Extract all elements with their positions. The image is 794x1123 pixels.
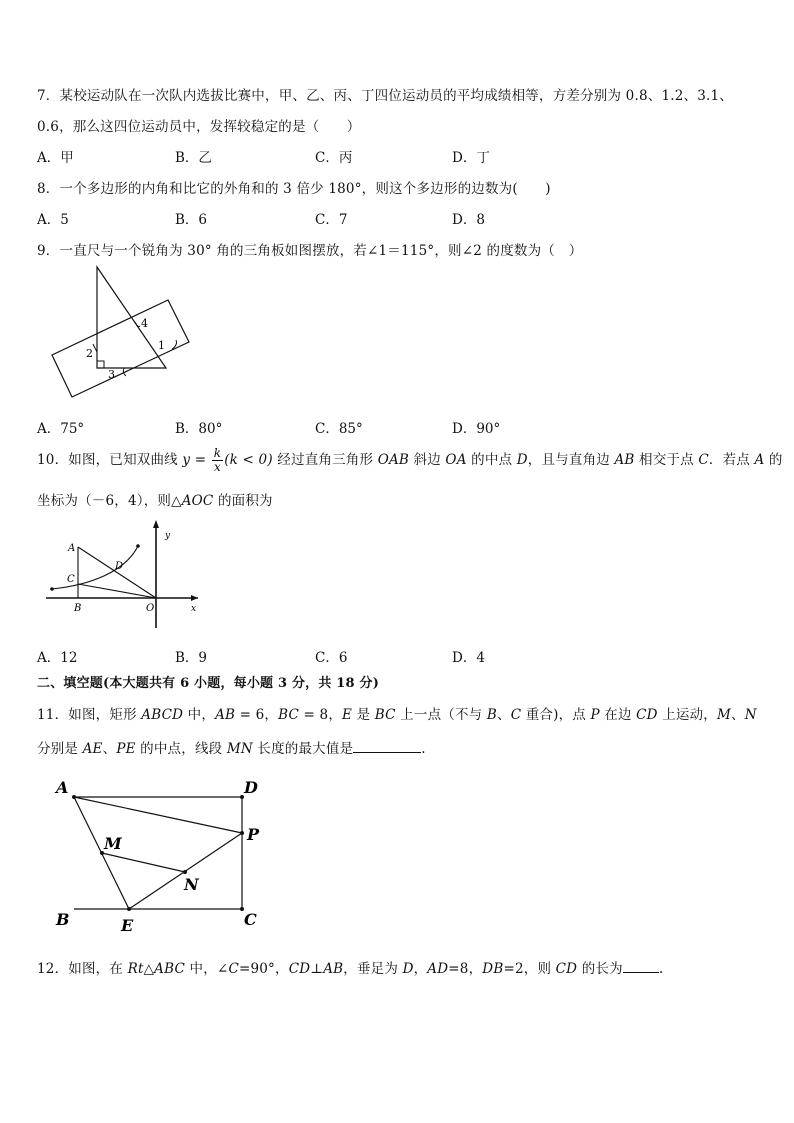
q11-text: 上一点（不与 <box>395 707 487 723</box>
q12-text: 的长为 <box>577 961 623 977</box>
q10-var: OAB <box>377 452 410 468</box>
q12-text: . <box>658 961 664 977</box>
q7-option-a: A．甲 <box>37 150 74 166</box>
q11-text: 11．如图，矩形 <box>37 707 142 723</box>
q10-text: 10．如图，已知双曲线 <box>37 452 183 468</box>
q12-text: ⊥ <box>310 961 324 977</box>
q10-text: 的中点 <box>466 452 517 468</box>
q10-var: AB <box>614 452 635 468</box>
q10-label-o: O <box>146 603 155 614</box>
q8-stem: 8．一个多边形的内角和比它的外角和的 3 倍少 180°，则这个多边形的边数为( ) <box>37 181 551 197</box>
q11-label-b: B <box>56 910 70 929</box>
q9-option-d: D．90° <box>452 421 501 437</box>
q8-option-c: C．7 <box>315 212 348 228</box>
q11-var: ABCD <box>141 707 184 723</box>
q12-var: D <box>402 961 414 977</box>
q7-option-c: C．丙 <box>315 150 353 166</box>
q11-text: 、 <box>731 707 745 723</box>
q12-text: =2，则 <box>503 961 556 977</box>
q12-text: 12．如图，在 <box>37 961 128 977</box>
q11-label-d: D <box>244 778 258 797</box>
q11-text: 的中点，线段 <box>135 741 227 757</box>
q11-label-p: P <box>247 825 260 844</box>
q11-var: AB <box>215 707 236 723</box>
q11-label-a: A <box>56 778 69 797</box>
q12-var: C <box>228 961 239 977</box>
q9-label-4: 4 <box>141 317 148 330</box>
q12-var: AD <box>427 961 449 977</box>
q11-var: AE <box>82 741 103 757</box>
q10-option-a: A．12 <box>37 650 78 666</box>
q11-text: 上运动， <box>657 707 718 723</box>
q12-var: ABC <box>154 961 186 977</box>
q8-option-d: D．8 <box>452 212 485 228</box>
q11-text: 分别是 <box>37 741 83 757</box>
q10-text: ．若点 <box>708 452 755 468</box>
q9-option-b: B．80° <box>175 421 223 437</box>
q9-label-2: 2 <box>86 347 93 360</box>
q11-text: = 8， <box>299 707 343 723</box>
q11-point-e <box>127 907 131 911</box>
q10-frac-num: k <box>213 446 222 460</box>
q10-text: 坐标为（－6，4），则△ <box>37 493 182 509</box>
q7-stem-line2: 0.6，那么这四位运动员中，发挥较稳定的是（ ） <box>37 119 361 135</box>
q11-segment-mn <box>102 853 185 872</box>
q11-segment-ap <box>74 797 242 833</box>
q12-answer-blank[interactable] <box>623 960 659 973</box>
q11-label-m: M <box>104 834 122 853</box>
q10-option-d: D．4 <box>452 650 485 666</box>
q12-text: △ <box>143 961 155 977</box>
q11-text: 长度的最大值是 <box>252 741 354 757</box>
q11-text: 是 <box>352 707 375 723</box>
q12-var: Rt <box>127 961 144 977</box>
section-2-heading: 二、填空题(本大题共有 6 小题，每小题 3 分，共 18 分) <box>37 676 380 691</box>
q8-option-b: B．6 <box>175 212 208 228</box>
q7-stem-line1: 7．某校运动队在一次队内选拔比赛中，甲、乙、丙、丁四位运动员的平均成绩相等，方差分别为 0.8、1.2、3.1、 <box>37 88 733 104</box>
q10-var: OA <box>445 452 467 468</box>
q10-text: 相交于点 <box>634 452 699 468</box>
q10-eq-sign: = <box>190 452 211 468</box>
q10-text: ，且与直角边 <box>527 452 615 468</box>
q10-text: 经过直角三角形 <box>272 452 378 468</box>
q10-label-c: C <box>67 574 75 585</box>
q11-text: 中， <box>183 707 216 723</box>
q12-var: CD <box>288 961 311 977</box>
q11-var: C <box>510 707 522 723</box>
q11-var: N <box>744 707 757 723</box>
q10-label-y: y <box>165 531 171 541</box>
q11-var: E <box>342 707 353 723</box>
q11-text: 重合)，点 <box>521 707 591 723</box>
q10-label-d: D <box>115 561 124 572</box>
q10-text: 斜边 <box>409 452 446 468</box>
q7-option-b: B．乙 <box>175 150 212 166</box>
q8-option-a: A．5 <box>37 212 69 228</box>
q9-stem: 9．一直尺与一个锐角为 30° 角的三角板如图摆放，若∠1＝115°，则∠2 的度数为（ ） <box>37 243 583 259</box>
q11-label-e: E <box>121 916 134 935</box>
q10-label-a: A <box>68 543 76 554</box>
q11-point-a <box>72 795 76 799</box>
q9-option-a: A．75° <box>37 421 85 437</box>
q11-point-p <box>240 831 244 835</box>
q11-var: BC <box>278 707 300 723</box>
q10-label-x: x <box>191 604 197 614</box>
q11-text: 在边 <box>599 707 637 723</box>
q12-text: ，垂足为 <box>343 961 403 977</box>
q11-var: PE <box>116 741 136 757</box>
q10-frac-den: x <box>213 460 221 474</box>
q10-eq-cond: (k < 0) <box>224 452 273 468</box>
q11-label-c: C <box>244 910 257 929</box>
q11-var: M <box>717 707 732 723</box>
q12-text: 中，∠ <box>185 961 229 977</box>
q12-stem <box>37 957 663 977</box>
q10-text: 的面积为 <box>213 493 273 509</box>
q11-var: CD <box>636 707 658 723</box>
q11-label-n: N <box>184 875 199 894</box>
q12-text: =8， <box>448 961 483 977</box>
q10-label-b: B <box>74 603 82 614</box>
q12-var: CD <box>555 961 578 977</box>
q9-label-3: 3 <box>108 368 115 381</box>
q12-text: =90°， <box>238 961 289 977</box>
q12-text: ， <box>413 961 428 977</box>
q9-label-1: 1 <box>158 339 165 352</box>
q11-var: BC <box>374 707 396 723</box>
q10-var: AOC <box>181 493 214 509</box>
q11-text: . <box>421 741 426 757</box>
q10-var: C <box>698 452 709 468</box>
q12-var: DB <box>482 961 504 977</box>
q10-eq-y: y <box>182 452 191 468</box>
q11-var: B <box>486 707 497 723</box>
q12-var: AB <box>323 961 344 977</box>
q10-option-c: C．6 <box>315 650 348 666</box>
q11-point-n <box>183 870 187 874</box>
q10-option-b: B．9 <box>175 650 208 666</box>
q11-var: MN <box>226 741 253 757</box>
q10-var: A <box>754 452 765 468</box>
q7-option-d: D．丁 <box>452 150 490 166</box>
q11-text: 、 <box>102 741 117 757</box>
q10-var: D <box>516 452 528 468</box>
q9-option-c: C．85° <box>315 421 363 437</box>
q11-text: = 6， <box>235 707 279 723</box>
q11-text: 、 <box>496 707 511 723</box>
q11-var: P <box>590 707 600 723</box>
q10-text: 的 <box>764 452 783 468</box>
